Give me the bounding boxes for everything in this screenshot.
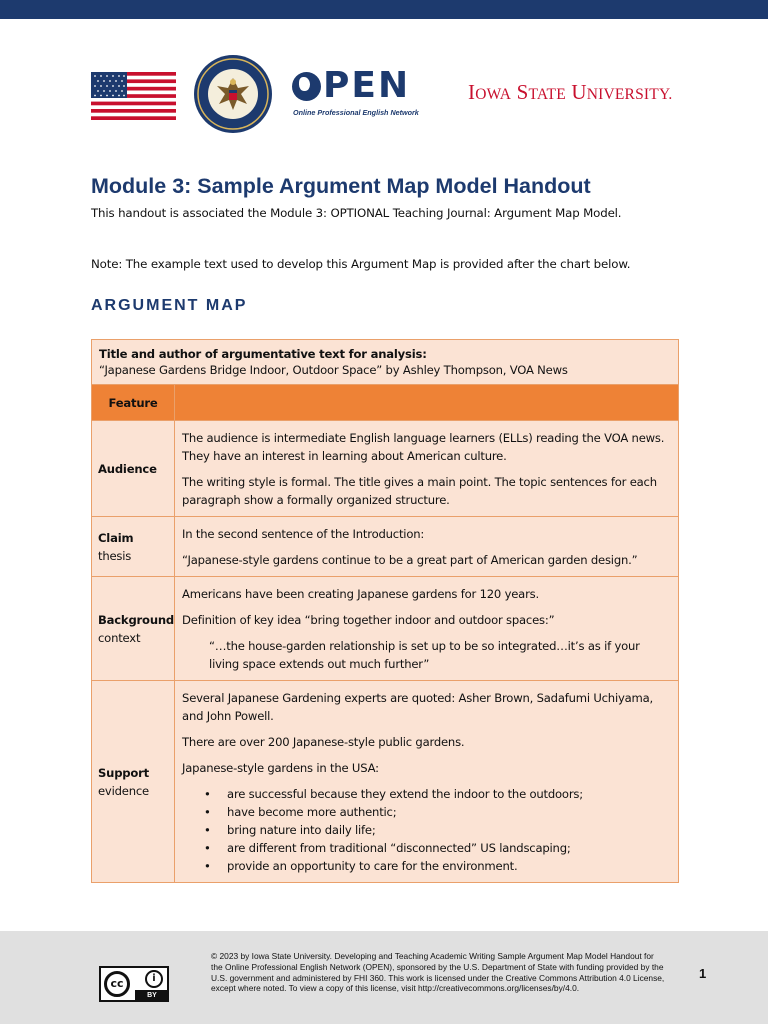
background-p2: Definition of key idea “bring together indoor and outdoor spaces:” (182, 613, 555, 627)
globe-icon (292, 72, 321, 101)
attribution-person-icon: i (145, 970, 163, 988)
cc-by-label: BY (135, 990, 169, 1001)
table-caption-cell (92, 340, 679, 385)
claim-content (175, 517, 679, 577)
open-tagline: Online Professional English Network (293, 108, 419, 117)
top-banner-bar (0, 0, 768, 19)
audience-label: Audience (98, 461, 157, 476)
claim-label-cell (92, 517, 175, 577)
license-text: © 2023 by Iowa State University. Developing and Teaching Academic Writing Sample Argument Map Model Handout for the Online Professional English Network (OPEN), sponsored by the U.S. Department of State with funding provided by the U.S. government and administered by FHI 360. This work is licensed under the Creative Commons Attribution 4.0 License, except where noted. To view a copy of this license, visit http://creativecommons.org/licenses/by/4.0. (211, 951, 665, 994)
support-p3: Japanese-style gardens in the USA: (182, 761, 379, 775)
support-content (175, 681, 679, 883)
claim-sublabel: thesis (98, 548, 132, 563)
intro-text: This handout is associated the Module 3: OPTIONAL Teaching Journal: Argument Map Model. (91, 206, 622, 220)
support-p2: There are over 200 Japanese-style public gardens. (182, 735, 465, 749)
list-item: • are different from traditional “disconnected” US landscaping; (182, 839, 671, 857)
state-department-seal-icon (193, 54, 273, 134)
page-number: 1 (699, 966, 707, 981)
page-title: Module 3: Sample Argument Map Model Handout (91, 174, 591, 198)
list-item: • provide an opportunity to care for the environment. (182, 857, 671, 875)
open-logo (292, 65, 432, 122)
background-label-cell (92, 577, 175, 681)
table-row-claim (92, 517, 679, 577)
footer (0, 931, 768, 1024)
table-header-row (92, 385, 679, 421)
table-row-background (92, 577, 679, 681)
support-label-cell (92, 681, 175, 883)
list-item: • are successful because they extend the indoor to the outdoors; (182, 785, 671, 803)
background-p1: Americans have been creating Japanese gardens for 120 years. (182, 587, 539, 601)
audience-content (175, 421, 679, 517)
background-content (175, 577, 679, 681)
background-label: Background (98, 612, 175, 627)
iowa-state-university-logo: IOWA STATE UNIVERSITY. (468, 80, 673, 104)
header-feature: Feature (92, 385, 175, 421)
header-value (175, 385, 679, 421)
creative-commons-badge-icon: cc i BY (99, 966, 169, 1002)
support-bullet-list (182, 785, 671, 875)
list-item: • bring nature into daily life; (182, 821, 671, 839)
audience-p1: The audience is intermediate English language learners (ELLs) reading the VOA news. They have an interest in learning about American culture. (182, 431, 665, 463)
support-sublabel: evidence (98, 783, 149, 798)
caption-label: Title and author of argumentative text for analysis: (99, 347, 427, 361)
section-heading: ARGUMENT MAP (91, 297, 248, 314)
table-row-audience (92, 421, 679, 517)
caption-value: “Japanese Gardens Bridge Indoor, Outdoor Space” by Ashley Thompson, VOA News (99, 363, 568, 377)
us-flag-icon (91, 72, 176, 120)
claim-label: Claim (98, 530, 134, 545)
note-text: Note: The example text used to develop this Argument Map is provided after the chart below. (91, 257, 631, 271)
audience-label-cell (92, 421, 175, 517)
background-sublabel: context (98, 630, 141, 645)
list-item: • have become more authentic; (182, 803, 671, 821)
argument-map-table (91, 339, 679, 883)
background-quote: “…the house-garden relationship is set up to be so integrated…it’s as if your living space extends out much further” (209, 639, 640, 671)
claim-p1: In the second sentence of the Introduction: (182, 527, 425, 541)
support-p1: Several Japanese Gardening experts are quoted: Asher Brown, Sadafumi Uchiyama, and John Powell. (182, 691, 654, 723)
open-logo-text: PEN (323, 65, 411, 106)
claim-p2: “Japanese-style gardens continue to be a great part of American garden design.” (182, 553, 638, 567)
audience-p2: The writing style is formal. The title gives a main point. The topic sentences for each paragraph show a formally organized structure. (182, 475, 657, 507)
logo-row (0, 50, 768, 145)
table-caption-row (92, 340, 679, 385)
support-label: Support (98, 765, 150, 780)
table-row-support (92, 681, 679, 883)
